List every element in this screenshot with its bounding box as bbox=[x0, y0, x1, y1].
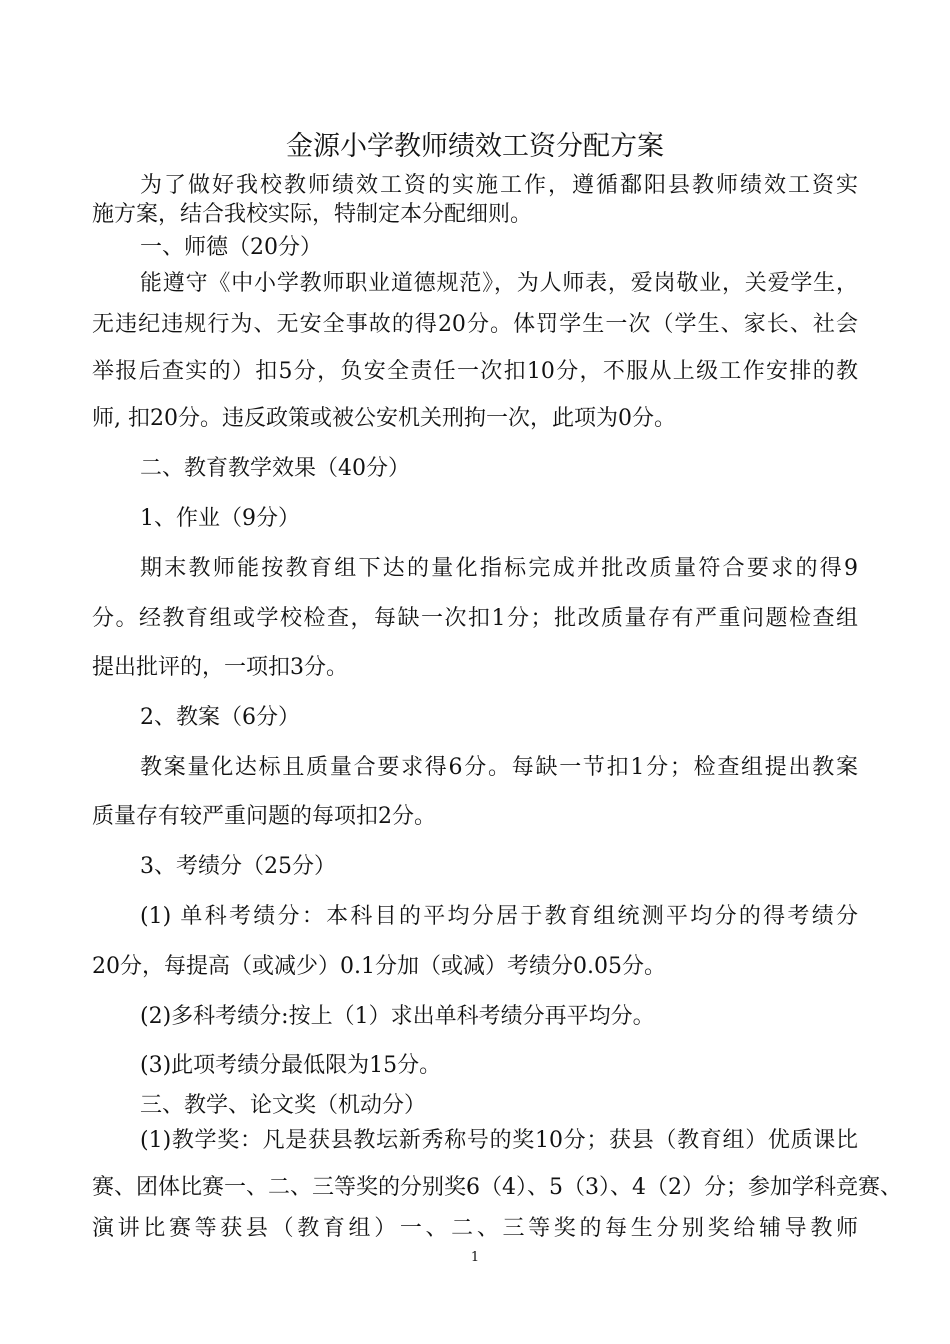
section-heading: 三、教学、论文奖（机动分） bbox=[140, 1093, 427, 1118]
subsection-heading: 2、教案（6分） bbox=[140, 705, 300, 730]
paragraph-line: 赛、团体比赛一、二、三等奖的分别奖6（4）、5（3）、4（2）分；参加学科竞赛、 bbox=[92, 1175, 902, 1200]
subsection-heading: 1、作业（9分） bbox=[140, 506, 300, 531]
paragraph-line: 为了做好我校教师绩效工资的实施工作，遵循鄱阳县教师绩效工资实 bbox=[140, 173, 858, 198]
paragraph-line: 分。经教育组或学校检查，每缺一次扣1分；批改质量存有严重问题检查组 bbox=[92, 606, 858, 631]
paragraph-line: 能遵守《中小学教师职业道德规范》，为人师表，爱岗敬业，关爱学生， bbox=[140, 271, 858, 296]
section-heading: 一、师德（20分） bbox=[140, 235, 322, 260]
paragraph-line: 提出批评的，一项扣3分。 bbox=[92, 655, 348, 680]
paragraph-line: 质量存有较严重问题的每项扣2分。 bbox=[92, 804, 436, 829]
paragraph-line: 期末教师能按教育组下达的量化指标完成并批改质量符合要求的得9 bbox=[140, 556, 858, 581]
paragraph-line: (2)多科考绩分:按上（1）求出单科考绩分再平均分。 bbox=[140, 1004, 655, 1029]
document-title: 金源小学教师绩效工资分配方案 bbox=[286, 131, 664, 162]
paragraph-line: 教案量化达标且质量合要求得6分。每缺一节扣1分；检查组提出教案 bbox=[140, 755, 858, 780]
paragraph-line: 举报后查实的）扣5分，负安全责任一次扣10分，不服从上级工作安排的教 bbox=[92, 359, 858, 384]
paragraph-line: 无违纪违规行为、无安全事故的得20分。体罚学生一次（学生、家长、社会 bbox=[92, 312, 858, 337]
paragraph-line: 师, 扣20分。违反政策或被公安机关刑拘一次，此项为0分。 bbox=[92, 406, 676, 431]
paragraph-line: 演讲比赛等获县（教育组）一、二、三等奖的每生分别奖给辅导教师 bbox=[92, 1216, 858, 1241]
subsection-heading: 3、考绩分（25分） bbox=[140, 854, 336, 879]
section-heading: 二、教育教学效果（40分） bbox=[140, 456, 410, 481]
paragraph-line: (1) 单科考绩分：本科目的平均分居于教育组统测平均分的得考绩分 bbox=[140, 904, 858, 929]
paragraph-line: (3)此项考绩分最低限为15分。 bbox=[140, 1053, 442, 1078]
paragraph-line: 20分，每提高（或减少）0.1分加（或减）考绩分0.05分。 bbox=[92, 954, 666, 979]
page-number: 1 bbox=[470, 1250, 480, 1265]
paragraph-line: (1)教学奖：凡是获县教坛新秀称号的奖10分；获县（教育组）优质课比 bbox=[140, 1128, 858, 1153]
paragraph-line: 施方案，结合我校实际，特制定本分配细则。 bbox=[92, 202, 533, 227]
